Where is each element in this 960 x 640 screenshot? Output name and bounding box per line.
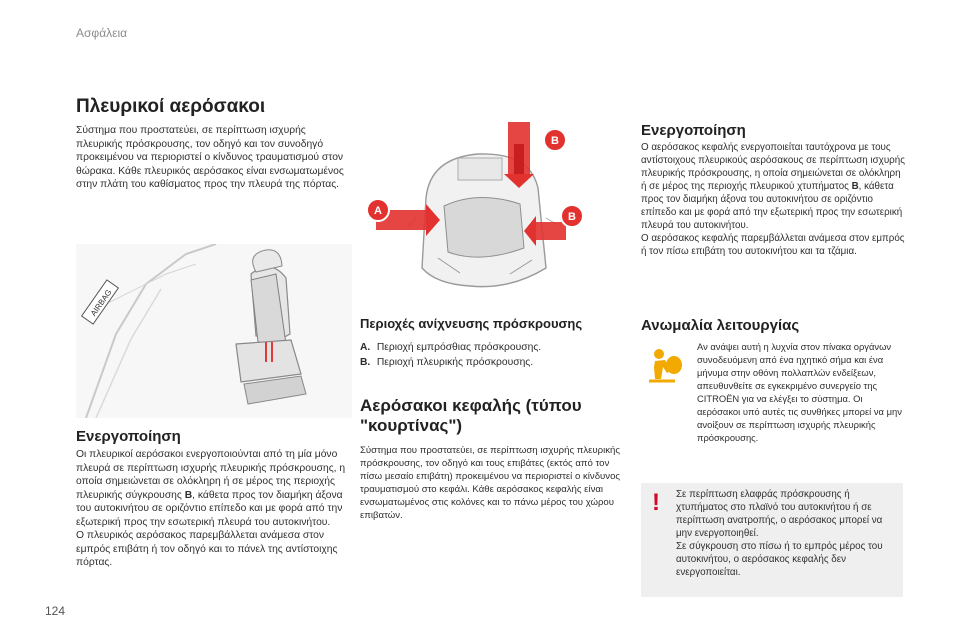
warning-text1: Σε περίπτωση ελαφράς πρόσκρουσης ή χτυπήματος στο πλαϊνό του αυτοκινήτου ή σε περίπτωση ανατροπής, ο αερόσακος μπορεί να μην ενεργοποιηθεί. <box>676 489 883 539</box>
car-impact-zones-diagram <box>360 118 596 294</box>
zone-b-bold: B <box>184 489 193 501</box>
curtain-airbag-heading: Αερόσακοι κεφαλής (τύπου "κουρτίνας") <box>360 396 582 435</box>
malfunction-text: Αν ανάψει αυτή η λυχνία στον πίνακα οργάνων συνοδευόμενη από ένα ηχητικό σήμα και ένα μήνυμα στην οθόνη πολλαπλών ενδείξεων, απευθυνθείτε σε εγκεκριμένο συνεργείο της CITROËN για να ελέγξει το σύστημα. Οι αερόσακοι υπό αυτές τις συνθήκες μπορεί να μην ανοίξουν σε περίπτωση ισχυρής πλευρικής πρόσκρουσης. <box>697 341 902 443</box>
malfunction-heading: Ανωμαλία λειτουργίας <box>641 317 800 334</box>
left-activation-text2: Ο πλευρικός αερόσακος παρεμβάλλεται ανάμεσα στον εμπρός επιβάτη ή τον οδηγό και το πάνελ της αντίστοιχης πόρτας. <box>76 530 338 568</box>
right-activation-text-after: , κάθετα προς τον διαμήκη άξονα του αυτοκινήτου σε οριζόντιο επίπεδο και με φορά από την εξωτερική προς την εσωτερική πλευρά του αυτοκινήτου. <box>641 181 903 231</box>
marker-b-side: B <box>568 211 576 223</box>
right-activation-body <box>641 141 906 258</box>
left-activation-heading: Ενεργοποίηση <box>76 428 181 445</box>
page-title: Πλευρικοί αερόσακοι <box>76 96 266 117</box>
warning-text2: Σε σύγκρουση στο πίσω ή το εμπρός μέρος του αυτοκινήτου, ο αερόσακος κεφαλής δεν ενεργοποιείται. <box>676 541 883 578</box>
marker-a: A <box>374 205 382 217</box>
left-activation-text-before: Οι πλευρικοί αερόσακοι ενεργοποιούνται από τη μία μόνο πλευρά σε περίπτωση ισχυρής πλευρικής πρόσκρουσης, η οποία σημειώνεται σε ολόκληρη ή σε μέρος της περιοχής πλευρικής σύγκρουσης <box>76 449 346 501</box>
intro-paragraph: Σύστημα που προστατεύει, σε περίπτωση ισχυρής πλευρικής πρόσκρουσης, τον οδηγό και τον συνοδηγό προκειμένου να περιοριστεί ο κίνδυνος τραυματισμού στον θώρακα. Κάθε πλευρικός αερόσακος είναι ενσωματωμένος στην πλάτη του καθίσματος προς την πλευρά της πόρτας. <box>76 125 344 190</box>
section-label: Ασφάλεια <box>76 26 128 40</box>
left-activation-text-after: , κάθετα προς τον διαμήκη άξονα του αυτοκινήτου σε οριζόντιο επίπεδο και με φορά από την εξωτερική προς την εσωτερική πλευρά του αυτοκινήτου. <box>76 489 343 528</box>
airbag-tag-text: AIRBAG <box>88 287 114 318</box>
seat-airbag-illustration <box>76 244 352 418</box>
curtain-airbag-text: Σύστημα που προστατεύει, σε περίπτωση ισχυρής πλευρικής πρόσκρουσης, τον οδηγό και τους επιβάτες (εκτός από τον πίσω μεσαίο επιβάτη) προκειμένου να περιοριστεί ο κίνδυνος τραυματισμού στο κεφάλι. Κάθε αερόσακος κεφαλής είναι ενσωματωμένος στις κολόνες και το πάνω μέρος του χώρου επιβατών. <box>360 445 621 521</box>
warning-text <box>676 488 898 579</box>
legend-item-b: B. Περιοχή πλευρικής πρόσκρουσης. <box>360 357 534 368</box>
right-activation-text2: Ο αερόσακος κεφαλής παρεμβάλλεται ανάμεσα στον εμπρός ή τον πίσω επιβάτη του αυτοκινήτου και τα τζάμια. <box>641 233 905 257</box>
detection-zones-heading: Περιοχές ανίχνευσης πρόσκρουσης <box>360 316 583 331</box>
detection-zones-legend <box>360 340 610 370</box>
left-activation-body <box>76 448 351 570</box>
marker-b-top: B <box>551 135 559 147</box>
exclamation-icon: ! <box>652 489 660 516</box>
right-activation-text-before: Ο αερόσακος κεφαλής ενεργοποιείται ταυτόχρονα με τους αντίστοιχους πλευρικούς αερόσακους σε περίπτωση ισχυρής πλευρικής πρόσκρουσης, η οποία σημειώνεται σε ολόκληρη ή σε μέρος της περιοχής πλευρικού χτυπήματος <box>641 142 905 192</box>
legend-item-a: A. Περιοχή εμπρόσθιας πρόσκρουσης. <box>360 342 542 353</box>
airbag-warning-lamp-icon <box>645 345 685 385</box>
page-number: 124 <box>45 604 66 618</box>
right-activation-heading: Ενεργοποίηση <box>641 122 746 139</box>
zone-b-bold-right: B <box>851 181 859 192</box>
